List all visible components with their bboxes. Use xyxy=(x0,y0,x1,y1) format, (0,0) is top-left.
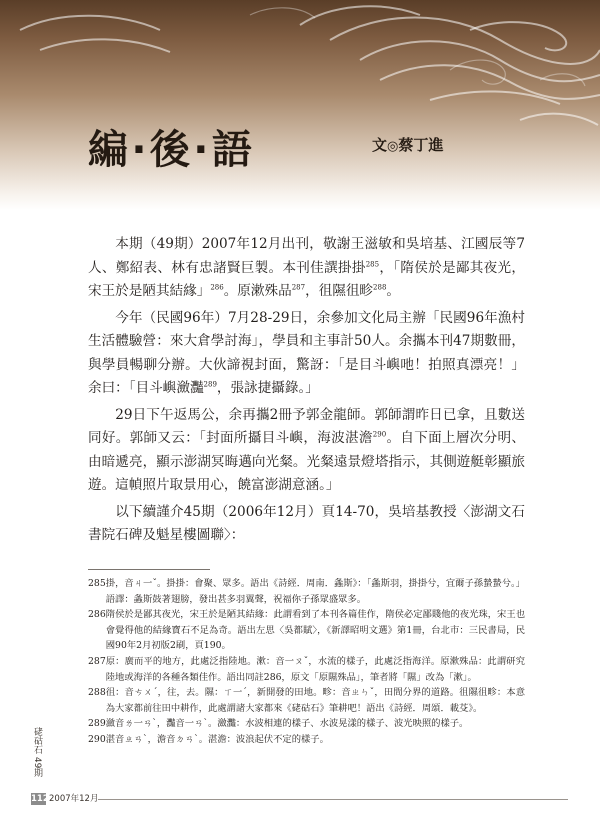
footnote-number: 288 xyxy=(88,687,106,699)
author-mark: ◎ xyxy=(387,139,399,154)
author-byline xyxy=(372,134,443,155)
footnotes-list xyxy=(88,576,525,748)
footnote-item xyxy=(88,732,525,748)
footnote-ref: 289 xyxy=(203,380,217,389)
article-body xyxy=(88,233,525,551)
paragraph xyxy=(88,307,525,401)
footnote-number: 287 xyxy=(88,655,106,667)
footnote-ref: 290 xyxy=(372,430,387,439)
footnote-number: 290 xyxy=(88,733,106,745)
author-prefix: 文 xyxy=(372,136,388,154)
cloud-pattern-decoration xyxy=(0,0,600,210)
footnote-item xyxy=(88,716,525,732)
footnote-text: 瀲音ㄌ一ㄢˋ，灩音一ㄢˋ。瀲灩：水波相連的樣子、水波晃漾的樣子、波光映照的樣子。 xyxy=(105,718,469,730)
footnote-ref: 288 xyxy=(373,283,387,292)
paragraph-text: 。自下面上層次分明、由暗遞亮，顯示澎湖冥晦邁向光粲。光粲遠景燈塔指示，其側遊艇彰顯旅遊。這幀照片取景用心，饒富澎湖意涵。」 xyxy=(88,430,526,493)
header-banner xyxy=(0,0,600,210)
magazine-side-label: 硓𥑮石 49期 xyxy=(32,727,42,778)
footnote-item xyxy=(88,654,525,685)
footer-divider xyxy=(98,799,568,800)
page-footer xyxy=(0,793,600,807)
footnote-text: 掛，音ㄐ一ˇ。掛掛：會聚、眾多。語出《詩經．周南．螽斯》：「螽斯羽，掛掛兮，宜爾子孫蟄蟄兮。」語譯：螽斯鼓著翅膀，發出甚多羽翼聲，祝福你子孫眾盛眾多。 xyxy=(105,578,525,605)
paragraph-text: 29日下午返馬公，余再攜2冊予郭金龍師。郭師謂昨日已拿，且數送同好。郭師又云：「封面所攝目斗嶼，海波湛澹 xyxy=(88,406,525,446)
paragraph-text: 。 xyxy=(386,283,400,299)
paragraph-text: 今年（民國96年）7月28-29日，余參加文化局主辦「民國96年漁村生活體驗營：來大倉學討海」，學員和主事計50人。余攜本刊47期數冊，與學員暢聊分辦。大伙諦視封面，驚訝：「是目斗嶼吔！拍照真漂亮！」余曰：「目斗嶼瀲灩 xyxy=(88,309,525,396)
issue-date: 2007年12月 xyxy=(49,794,99,804)
footnote-text: 湛音ㄓㄢˋ，澹音ㄉㄢˋ。湛澹：波浪起伏不定的樣子。 xyxy=(105,733,329,745)
footnote-ref: 287 xyxy=(291,283,306,292)
footnote-text: 隋侯於是鄙其夜光，宋王於是陋其結緣：此謂看到了本刊各篇佳作，隋侯必定鄙賤他的夜光珠，宋王也會覺得他的結緣寶石不足為奇。語出左思〈吳都賦〉，《新譯昭明文選》第1冊，台北市：三民書局，民國90年2月初版2刷，頁190。 xyxy=(105,609,525,652)
footnote-item xyxy=(88,607,525,654)
paragraph-text: 。原漱殊品 xyxy=(223,283,292,299)
paragraph-text: ，張詠捷攝錄。」 xyxy=(216,380,319,396)
footnote-number: 285 xyxy=(88,578,106,589)
footnote-item xyxy=(88,685,525,716)
page-title: 編‧後‧語 xyxy=(88,127,256,173)
footnote-number: 289 xyxy=(88,718,106,730)
page-number: 112 xyxy=(31,794,49,804)
author-name: 蔡丁進 xyxy=(398,136,444,154)
footnote-ref: 286 xyxy=(210,283,224,292)
footnote-text: 原：廣而平的地方，此處泛指陸地。漱：音一ㄡˇ，水流的樣子，此處泛指海洋。原漱殊品：此謂研究陸地或海洋的各種各類佳作。語出同註286，原文「原隰殊品」，筆者將「隰」改為「漱」。 xyxy=(105,655,525,683)
paragraph-text: ，徂隰徂畛 xyxy=(305,283,374,299)
footnote-text: 徂：音ㄘㄨˊ，往，去。隰：ㄒ一ˊ，新開發的田地。畛：音ㄓㄣˇ，田間分界的道路。徂隰徂畛：本意為大家都前往田中耕作，此處謂諸大家都來《硓𥑮石》筆耕吧！語出《詩經．周頌．載芟》。 xyxy=(105,687,525,714)
footnote-number: 286 xyxy=(88,609,106,621)
paragraph xyxy=(88,501,525,548)
paragraph-text: 本期（49期）2007年12月出刊，敬謝王滋敏和吳培基、江國辰等7人、鄭紹表、林有忠諸賢巨製。本刊佳譔掛掛 xyxy=(88,236,525,276)
paragraph xyxy=(88,404,525,498)
footnote-ref: 285 xyxy=(365,259,380,268)
footnote-item xyxy=(88,576,525,607)
paragraph-text: 以下續謹介45期（2006年12月）頁14-70，吳培基教授〈澎湖文石書院石碑及魁星樓圖聯〉： xyxy=(88,503,525,543)
footnote-divider xyxy=(88,569,210,570)
paragraph xyxy=(88,233,525,304)
paragraph-text: ，「隋侯於是鄙其夜光，宋王於是陋其結緣」 xyxy=(88,259,526,299)
